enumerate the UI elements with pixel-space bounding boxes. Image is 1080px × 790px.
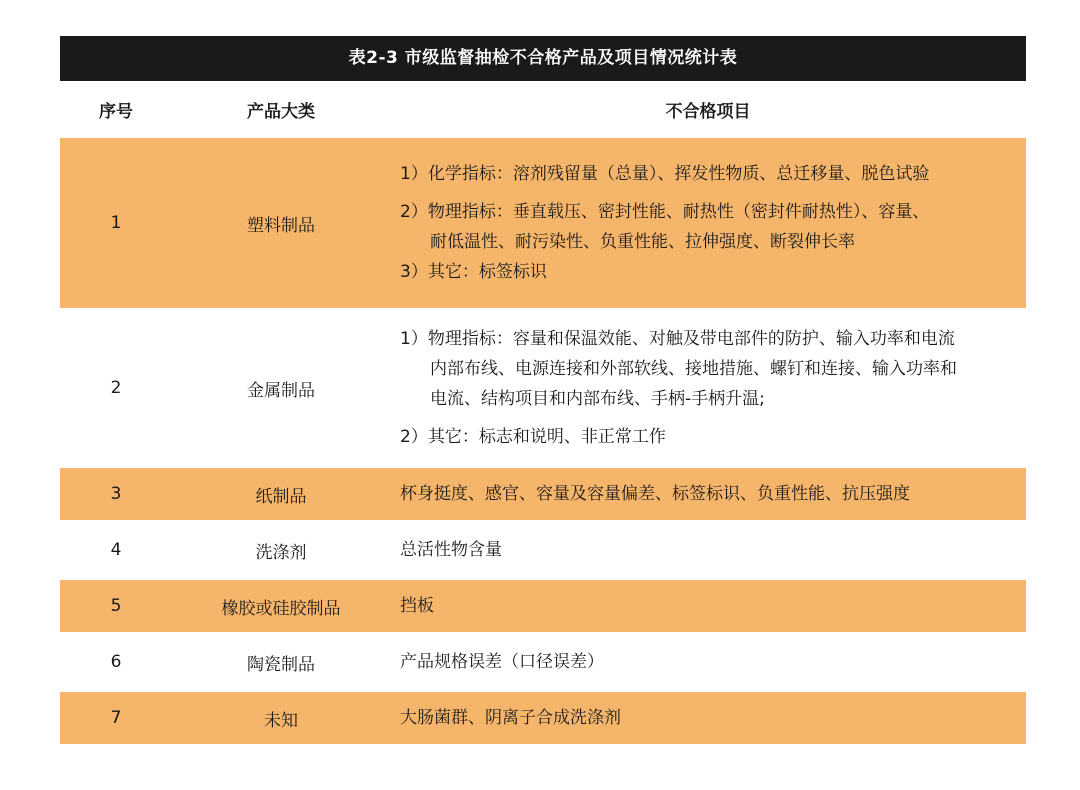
- header-serial: 序号: [60, 81, 172, 138]
- stats-table: [60, 81, 1026, 744]
- row-serial: 3: [60, 468, 172, 520]
- row-items: [390, 520, 1026, 580]
- item-line: 电流、结构项目和内部布线、手柄-手柄升温;: [430, 389, 765, 409]
- row-serial: 2: [60, 308, 172, 468]
- row-category: 橡胶或硅胶制品: [172, 580, 390, 632]
- row-category: 未知: [172, 692, 390, 744]
- item-line: 耐低温性、耐污染性、负重性能、拉伸强度、断裂伸长率: [430, 232, 855, 252]
- row-category: 纸制品: [172, 468, 390, 520]
- header-items: 不合格项目: [390, 81, 1026, 138]
- item-line: 2）物理指标：垂直载压、密封性能、耐热性（密封件耐热性）、容量、: [400, 202, 930, 222]
- row-items: [390, 692, 1026, 744]
- table-row: [60, 138, 1026, 308]
- item-line: 杯身挺度、感官、容量及容量偏差、标签标识、负重性能、抗压强度: [400, 484, 910, 504]
- row-items: [390, 308, 1026, 468]
- item-line: 1）化学指标：溶剂残留量（总量）、挥发性物质、总迁移量、脱色试验: [400, 164, 930, 184]
- row-category: 金属制品: [172, 308, 390, 468]
- item-line: 3）其它：标签标识: [400, 262, 547, 282]
- row-serial: 7: [60, 692, 172, 744]
- table-row: [60, 580, 1026, 632]
- row-items: [390, 468, 1026, 520]
- table-row: [60, 520, 1026, 580]
- row-category: 塑料制品: [172, 138, 390, 308]
- header-category: 产品大类: [172, 81, 390, 138]
- stats-table-container: [60, 36, 1026, 744]
- row-serial: 5: [60, 580, 172, 632]
- row-serial: 1: [60, 138, 172, 308]
- table-row: [60, 632, 1026, 692]
- table-row: [60, 468, 1026, 520]
- table-title: 表2-3 市级监督抽检不合格产品及项目情况统计表: [60, 36, 1026, 81]
- item-line: 2）其它：标志和说明、非正常工作: [400, 427, 666, 447]
- table-row: [60, 692, 1026, 744]
- table-header-row: [60, 81, 1026, 138]
- row-items: [390, 580, 1026, 632]
- item-line: 总活性物含量: [400, 540, 502, 560]
- row-serial: 6: [60, 632, 172, 692]
- row-category: 陶瓷制品: [172, 632, 390, 692]
- item-line: 产品规格误差（口径误差）: [400, 652, 604, 672]
- item-line: 内部布线、电源连接和外部软线、接地措施、螺钉和连接、输入功率和: [430, 359, 957, 379]
- item-line: 1）物理指标：容量和保温效能、对触及带电部件的防护、输入功率和电流: [400, 329, 955, 349]
- row-category: 洗涤剂: [172, 520, 390, 580]
- row-items: [390, 632, 1026, 692]
- table-row: [60, 308, 1026, 468]
- row-serial: 4: [60, 520, 172, 580]
- item-line: 大肠菌群、阴离子合成洗涤剂: [400, 708, 621, 728]
- item-line: 挡板: [400, 596, 434, 616]
- row-items: [390, 138, 1026, 308]
